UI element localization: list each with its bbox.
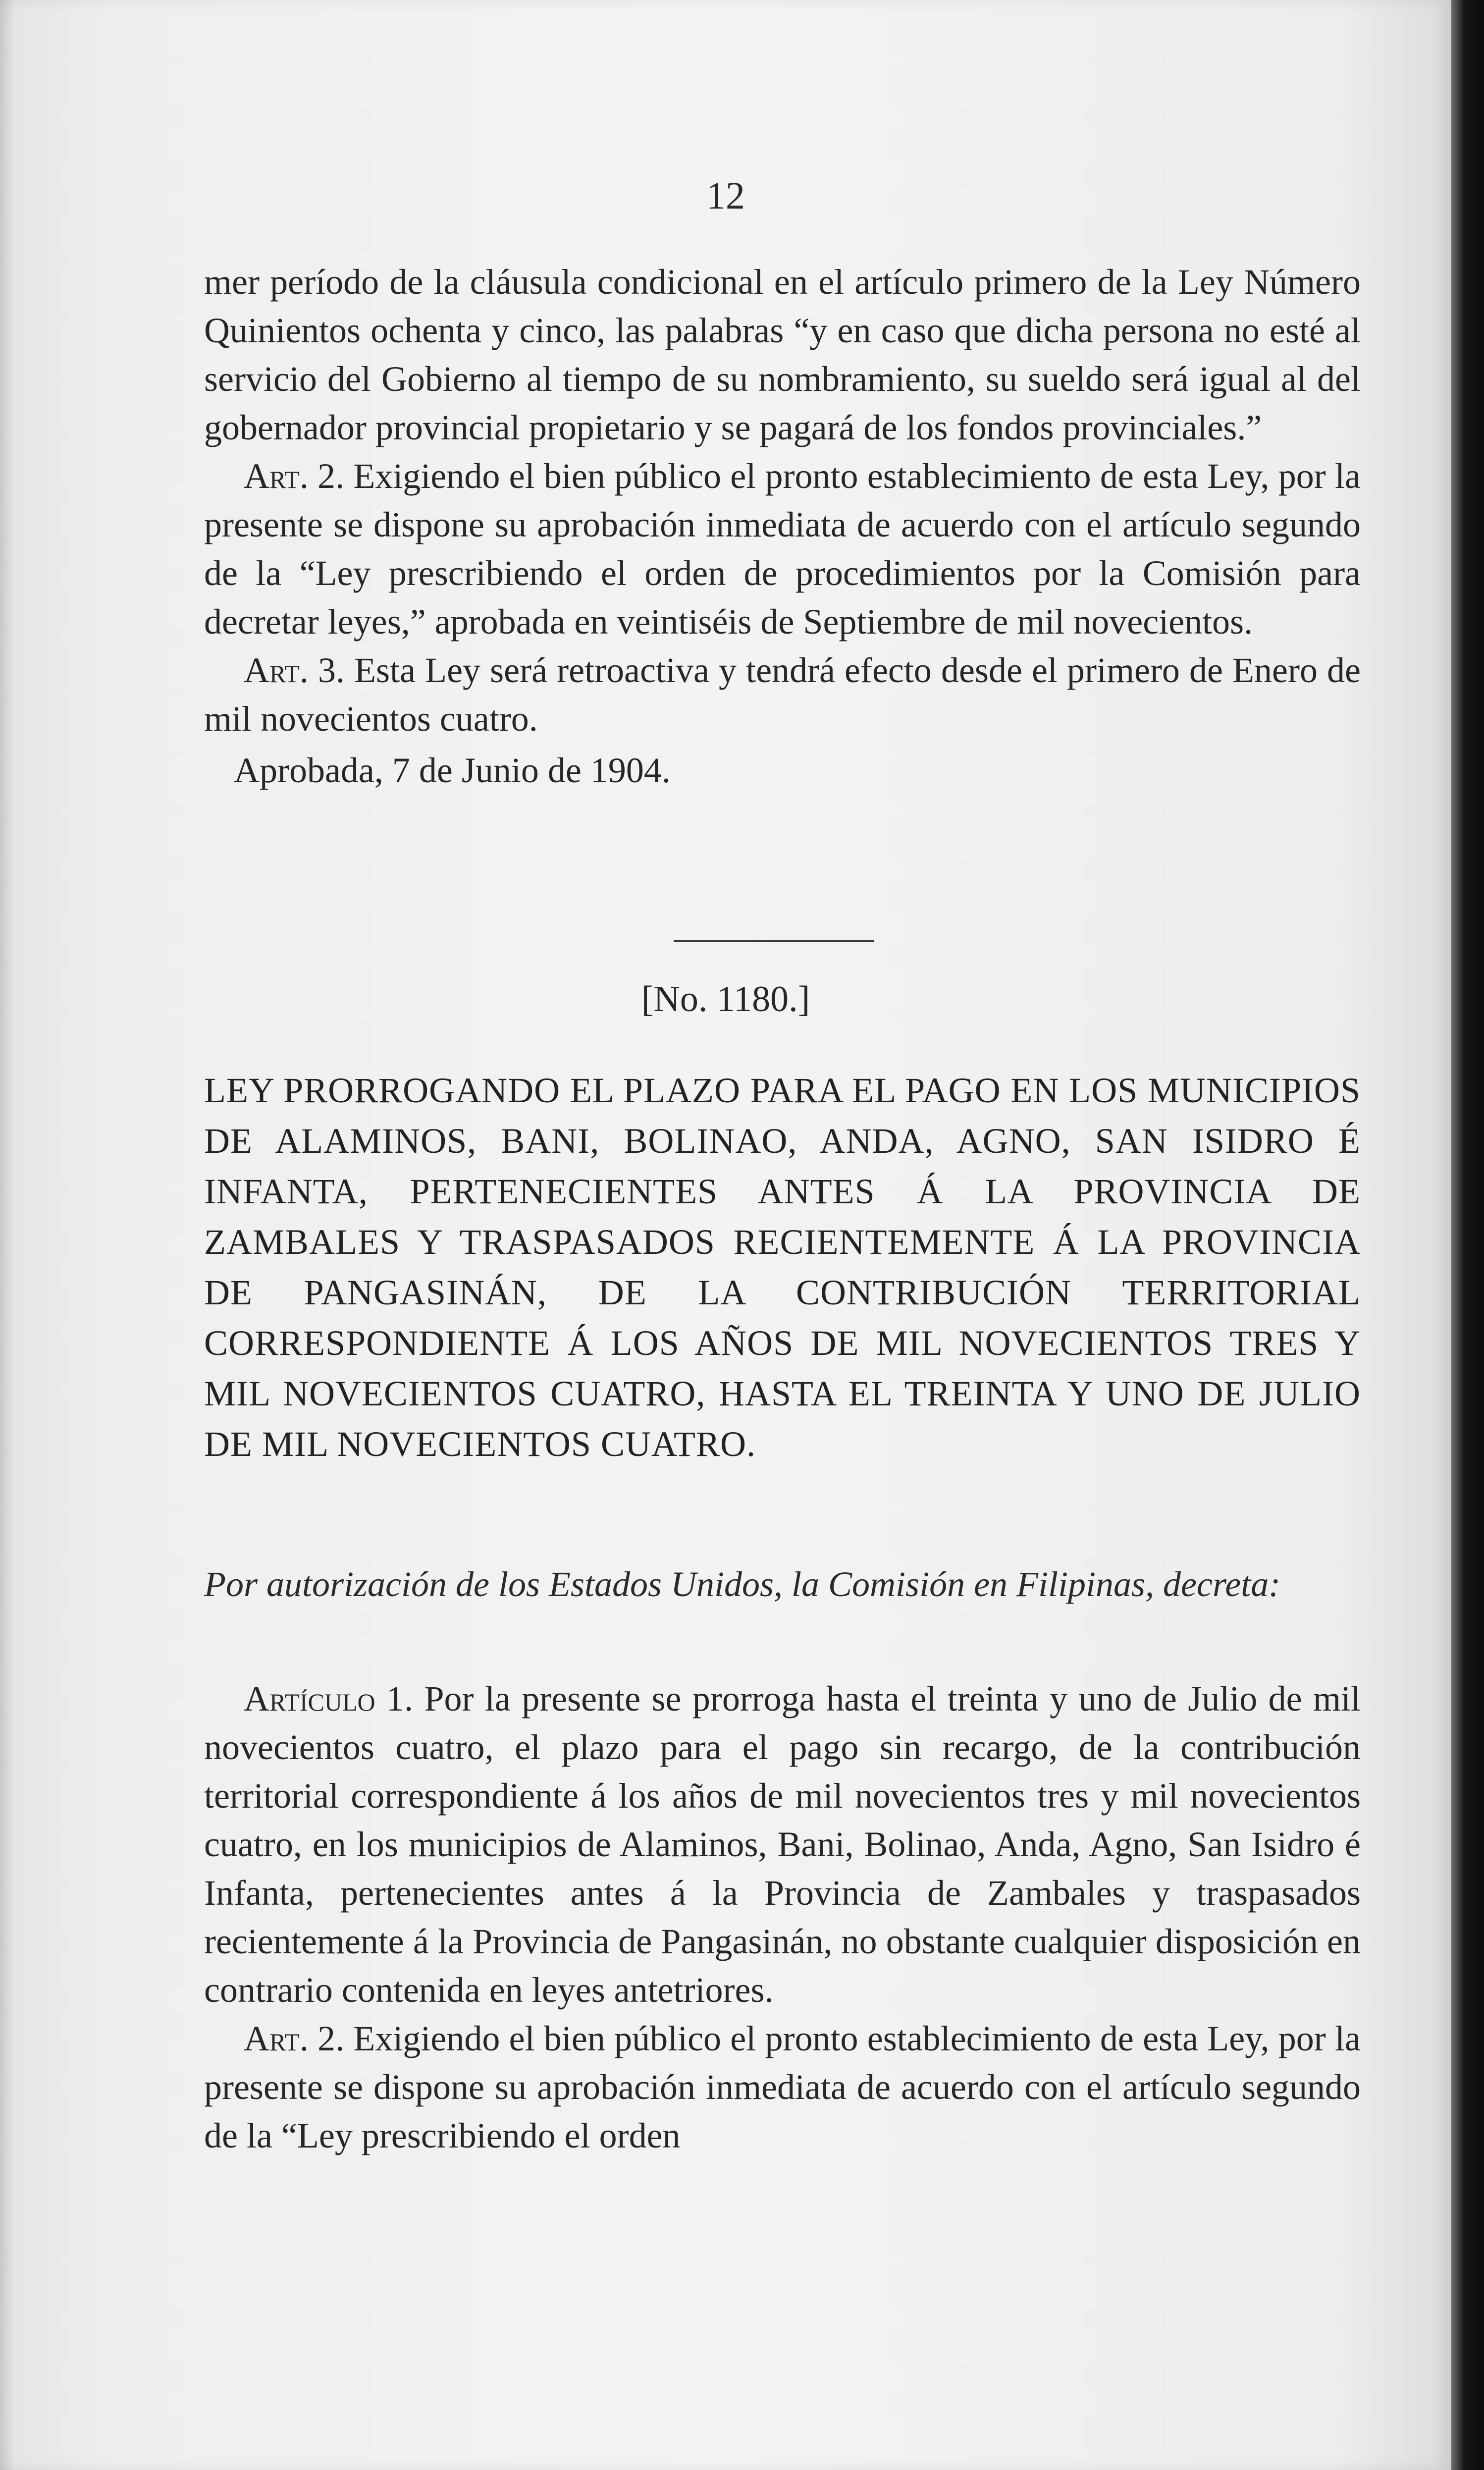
continuation-paragraph: mer período de la cláusula condicional en el artículo primero de la Ley Número Quinientos ochenta y cinco, las palabras “y en caso que dicha persona no esté al servicio del Gobierno al tiempo de su nombramiento, su sueldo será igual al del gobernador provincial propietario y se pagará de los fondos provinciales.” — [204, 262, 1361, 447]
book-edge-shadow — [1451, 0, 1484, 2470]
section-divider — [674, 940, 874, 942]
page-gutter-shadow — [0, 0, 15, 2470]
article-1-label: Artículo 1. — [244, 1679, 414, 1718]
law-title: LEY PRORROGANDO EL PLAZO PARA EL PAGO EN LOS MUNICIPIOS DE ALAMINOS, BANI, BOLINAO, ANDA, AGNO, SAN ISIDRO É INFANTA, PERTENECIENTES ANTES Á LA PROVINCIA DE ZAMBALES Y TRASPASADOS RECIENTEMENTE Á LA PROVINCIA DE PANGASINÁN, DE LA CONTRIBUCIÓN TERRITORIAL CORRESPONDIENTE Á LOS AÑOS DE MIL NOVECIENTOS TRES Y MIL NOVECIENTOS CUATRO, HASTA EL TREINTA Y UNO DE JULIO DE MIL NOVECIENTOS CUATRO. — [204, 1071, 1361, 1464]
approval-date: Aprobada, 7 de Junio de 1904. — [234, 751, 671, 790]
article-3-text: Esta Ley será retroactiva y tendrá efecto desde el primero de Enero de mil novecientos cuatro. — [204, 650, 1361, 739]
previous-law-continuation — [204, 258, 1361, 795]
article-2-text: Exigiendo el bien público el pronto establecimiento de esta Ley, por la presente se dispone su aprobación inmediata de acuerdo con el artículo segundo de la “Ley prescribiendo el orden de procedimientos por la Comisión para decretar leyes,” aprobada en veintiséis de Septiembre de mil novecientos. — [204, 456, 1361, 642]
law-article-2-text: Exigiendo el bien público el pronto establecimiento de esta Ley, por la presente se dispone su aprobación inmediata de acuerdo con el artículo segundo de la “Ley prescribiendo el orden — [204, 2019, 1361, 2155]
article-2-paragraph — [204, 452, 1361, 646]
article-3-paragraph — [204, 646, 1361, 743]
page-number: 12 — [706, 174, 745, 217]
law-article-2-paragraph — [204, 2014, 1361, 2160]
article-1-paragraph — [204, 1674, 1361, 2014]
enacting-clause: Por autorización de los Estados Unidos, la Comisión en Filipinas, decreta: — [204, 1564, 1281, 1604]
law-article-2-label: Art. 2. — [244, 2019, 345, 2058]
law-number: [No. 1180.] — [641, 979, 810, 1020]
law-body — [204, 1674, 1361, 2160]
article-3-label: Art. 3. — [244, 650, 345, 690]
article-1-text: Por la presente se prorroga hasta el treinta y uno de Julio de mil novecientos cuatro, el plazo para el pago sin recargo, de la contribución territorial correspondiente á los años de mil novecientos tres y mil novecientos cuatro, en los municipios de Alaminos, Bani, Bolinao, Anda, Agno, San Isidro é Infanta, pertenecientes antes á la Provincia de Zambales y traspasados recientemente á la Provincia de Pangasinán, no obstante cualquier disposición en contrario contenida en leyes antetriores. — [204, 1679, 1361, 2010]
article-2-label: Art. 2. — [244, 456, 345, 496]
